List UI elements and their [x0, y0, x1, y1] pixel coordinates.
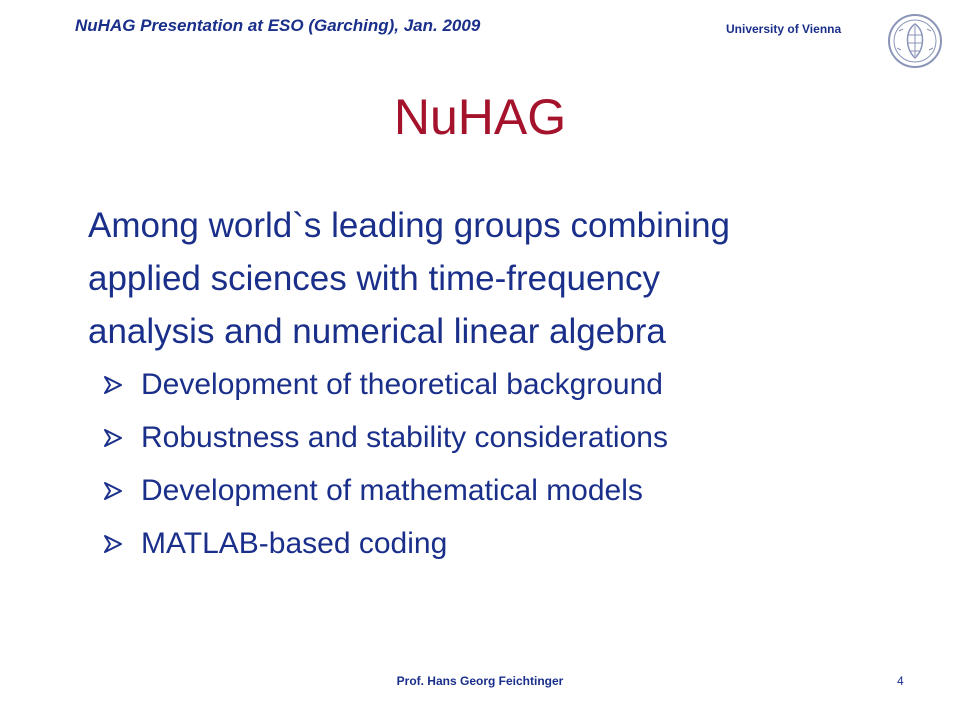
intro-line: analysis and numerical linear algebra: [88, 312, 666, 351]
presentation-header-title: NuHAG Presentation at ESO (Garching), Jan. 2009: [75, 16, 481, 35]
intro-paragraph: [88, 199, 888, 358]
arrow-bullet-icon: [103, 427, 123, 449]
bullet-text: Development of mathematical models: [141, 473, 643, 507]
footer-author: Prof. Hans Georg Feichtinger: [396, 674, 564, 688]
intro-line: applied sciences with time-frequency: [88, 259, 660, 298]
intro-line: Among world`s leading groups combining: [88, 206, 731, 245]
bullet-text: Development of theoretical background: [141, 367, 663, 401]
arrow-bullet-icon: [103, 533, 123, 555]
slide-title: NuHAG: [393, 89, 567, 145]
bullet-text: Robustness and stability considerations: [141, 420, 668, 454]
arrow-bullet-icon: [103, 374, 123, 396]
page-number: 4: [897, 674, 904, 688]
bullet-item: [103, 517, 668, 570]
bullet-list: [103, 358, 668, 570]
arrow-bullet-icon: [103, 480, 123, 502]
university-seal-logo: [887, 13, 943, 69]
university-label: University of Vienna: [726, 22, 842, 36]
bullet-text: MATLAB-based coding: [141, 526, 448, 560]
bullet-item: [103, 411, 668, 464]
bullet-item: [103, 358, 668, 411]
bullet-item: [103, 464, 668, 517]
